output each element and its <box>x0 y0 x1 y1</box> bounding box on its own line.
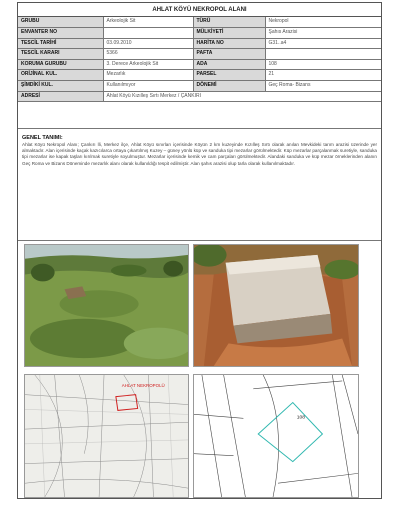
field-value: 108 <box>265 59 381 70</box>
field-label: MÜLKİYETİ <box>193 28 265 39</box>
field-value: Arkeolojik Sit <box>103 17 193 28</box>
field-value: Şahıs Arazisi <box>265 28 381 39</box>
info-row <box>18 38 381 49</box>
address-label: ADRESİ <box>18 91 103 102</box>
field-label: TESCİL KARARI <box>18 49 103 60</box>
field-label: ORİJİNAL KUL. <box>18 70 103 81</box>
tomb-stone-photo <box>193 244 359 367</box>
site-map-label: AHLAT NEKROPOLÜ <box>121 382 165 388</box>
inventory-sheet <box>17 2 382 499</box>
field-value: G31..a4 <box>265 38 381 49</box>
field-label: HARİTA NO <box>193 38 265 49</box>
info-row <box>18 17 381 28</box>
field-value: Kullanılmıyor <box>103 81 193 92</box>
field-label: GRUBU <box>18 17 103 28</box>
cadastral-map <box>193 374 359 498</box>
field-value: 21 <box>265 70 381 81</box>
address-value: Ahlat Köyü Kızılleş Sırtı Merkez / ÇANKIRI <box>103 91 381 102</box>
field-label: ADA <box>193 59 265 70</box>
field-label: KORUMA GURUBU <box>18 59 103 70</box>
field-value: Nekropol <box>265 17 381 28</box>
info-row <box>18 70 381 81</box>
field-value: Mezarlık <box>103 70 193 81</box>
info-row <box>18 81 381 92</box>
field-label: ŞİMDİKİ KUL. <box>18 81 103 92</box>
field-value: 3. Derece Arkeolojik Sit <box>103 59 193 70</box>
description-section <box>18 128 381 241</box>
field-label: ENVANTER NO <box>18 28 103 39</box>
field-value <box>265 49 381 60</box>
address-row <box>18 91 381 102</box>
description-heading: GENEL TANIMI: <box>22 135 63 141</box>
field-value: Geç Roma- Bizans <box>265 81 381 92</box>
site-map <box>24 374 189 498</box>
field-value <box>103 28 193 39</box>
field-label: DÖNEMİ <box>193 81 265 92</box>
sheet-title: AHLAT KÖYÜ NEKROPOL ALANI <box>18 3 381 17</box>
info-row <box>18 49 381 60</box>
field-value: 5366 <box>103 49 193 60</box>
info-table <box>18 17 381 102</box>
landscape-photo <box>24 244 189 367</box>
parcel-number-label: 108 <box>296 415 305 421</box>
info-row <box>18 59 381 70</box>
field-label: PARSEL <box>193 70 265 81</box>
field-value: 03.09.2010 <box>103 38 193 49</box>
description-text: Ahlat Köyü Nekropol Alanı; Çankırı İli, Merkez ilçe, Ahlat Köyü sınırları içerisinde Köyün 2 km kuzeyinde Kızılleş Sırtı olarak anılan Mevkideki tarım arazisi üzerinde yer almaktadır. Alan içerisinde kaçak kazıcılarca ortaya çıkartılmış Kuzey – güney yönlü küp ve sanduka tipi mezarlar görülmektedir. Küp mezarlar parçalanmak suretiyle, sanduka tipi mezarlar ise kapak taşları kırılmak suretiyle soyulmuştur. Mezarlar içerisinde kemik ve cam parçaları görülmektedir. Alandaki sanduka ve küp mezar örneklerinden alanın Geç Roma ve Bizans Döneminde mezarlık alanı olarak kullanıldığı tespit edilmiştir. Alan şahıs arazisi olup tarla olarak kullanılmaktadır. <box>22 142 377 166</box>
field-label: TESCİL TARİHİ <box>18 38 103 49</box>
field-label: TÜRÜ <box>193 17 265 28</box>
field-label: PAFTA <box>193 49 265 60</box>
info-row <box>18 28 381 39</box>
